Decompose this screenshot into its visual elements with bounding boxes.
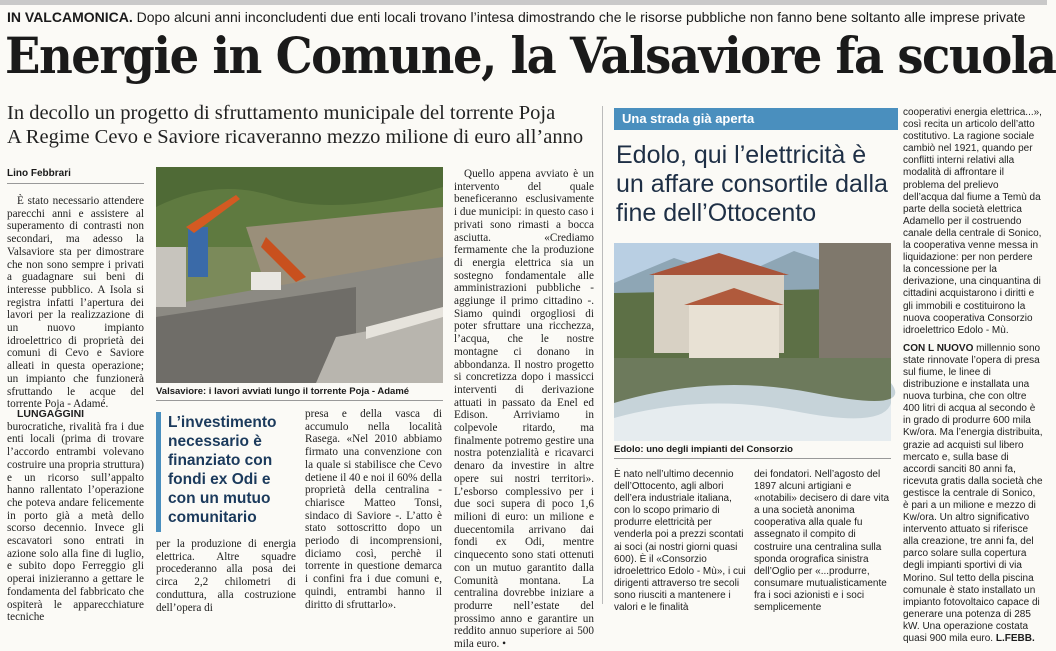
sidebar-col-a: È nato nell’ultimo decennio dell’Ottocento, agli albori dell’era industriale italiana, con lo scopo primario di produrre elettricità per venderla poi a prezzi scontati ai soci (ai nostri giorni quasi 600). È il «Consorzio idroelettrico Edolo - Mù», i cui dirigenti attraverso tre secoli sono riusciti a mantenere i valori e le finalità: [614, 469, 746, 614]
photo-valsaviore-image: [156, 167, 443, 383]
article-col1-top: È stato necessario attendere parecchi anni e assistere al superamento di contrasti non secondari, ma adesso la Valsaviore sta per dimostrare che non sono sempre i privati a guadagnare sui beni di interesse pubblico. A Isola si registra infatti l’apertura dei lavori per la realizzazione di un nuovo impianto idroelettrico di proprietà dei comuni di Cevo e Saviore alleati in questa operazione; un impianto che funzionerà sfruttando le acque del torrente Poja - Adamé.: [7, 195, 144, 411]
photo1-caption: Valsaviore: i lavori avviati lungo il torrente Poja - Adamé: [156, 386, 410, 397]
sidebar-divider: [602, 106, 603, 604]
lead-lungaggini: LUNGAGGINI: [17, 408, 85, 420]
byline: Lino Febbrari: [7, 168, 71, 179]
article-col4: Quello appena avviato è un intervento del quale beneficeranno esclusivamente i due municipi: in questo caso i privati sono rimasti a bocca asciutta. «Crediamo fermamente che la produzione di energia elettrica sia un sostegno fondamentale alle amministrazioni pubbliche - aggiunge il primo cittadino -. Siamo quindi orgogliosi di poter sfruttare una ricchezza, l’acqua, che le nostre montagne ci donano in abbondanza. Il nostro progetto si concretizza dopo i massicci interventi di derivazione attuati in passato da Enel ed Edison. Arriviamo in colpevole ritardo, ma finalmente potremo gestire una nostra potenzialità e ricavarci denaro da investire in altre opere sui nostri territori». L’esborso complessivo per i due soci supera di poco 1,6 milioni di euro: un milione e duecentomila arrivano dai fondi ex Odi, mentre cinquecento sono stati ottenuti con un mutuo garantito dalla Comunità montana. La centralina dovrebbe iniziare a produrre nell’estate del prossimo anno e garantire un reddito annuo superiore ai 500 mila euro. •: [454, 168, 594, 651]
photo-valsaviore-works: [156, 167, 443, 383]
subhead-2: A Regime Cevo e Saviore ricaveranno mezzo milione di euro all’anno: [7, 126, 584, 148]
photo-edolo-plant: [614, 243, 891, 441]
kicker: [7, 9, 1042, 26]
photo-edolo-image: [614, 243, 891, 441]
article-col1-bottom: LUNGAGGINI burocratiche, rivalità fra i due enti locali (prima di trovare l’accordo entrambi volevano costruire una propria struttura) e un ricorso sull’appalto hanno rallentato l’operazione che poteva andare felicemente in porto già a metà dello scorso decennio. Invece gli escavatori sono entrati in azione solo alla fine di luglio, e subito dopo Ferreggio gli operai inizieranno a gettare le fondamenta del fabbricato che ospiterà le apparecchiature tecniche: [7, 408, 144, 624]
sidebar-title: Edolo, qui l’elettricità è un affare consortile dalla fine dell’Ottocento: [616, 141, 888, 227]
pull-quote: L’investimento necessario è finanziato con fondi ex Odi e con un mutuo comunitario: [168, 414, 277, 526]
sidebar-tag: Una strada già aperta: [614, 108, 898, 130]
author-sign: L.FEBB.: [995, 633, 1035, 645]
photo2-caption: Edolo: uno degli impianti del Consorzio: [614, 444, 793, 455]
headline: Energie in Comune, la Valsaviore fa scuola: [5, 26, 1056, 85]
kicker-tag: IN VALCAMONICA.: [7, 9, 133, 25]
article-col2-bottom: per la produzione di energia elettrica. Altre squadre procederanno alla posa dei circa 2,2 chilometri di conduttura, alla costruzione dell’opera di: [156, 538, 296, 614]
article-col3-bottom: presa e della vasca di accumulo nella località Rasega. «Nel 2010 abbiamo firmato una convenzione con la quale si stabilisce che Cevo detiene il 40 e noi il 60% della proprietà della centralina - chiarisce Matteo Tonsi, sindaco di Saviore -. L’atto è stato sottoscritto dopo un periodo di incomprensioni, diciamo così, perchè il torrente in questione demarca i confini fra i due comuni e, quindi, entrambi hanno il diritto di sfruttarlo».: [305, 408, 443, 611]
sidebar-col-c: cooperativi energia elettrica...», così recita un articolo dell’atto costitutivo. La ragione sociale cambiò nel 1921, quando per conflitti interni relativi alla modalità di affrontare il problema del prelievo dell’acqua dal fiume a Temù da parte della società elettrica Adamello per il costruendo canale della centrale di Sonico, la cooperativa venne messa in liquidazione: per non perdere la concessione per la derivazione, una cinquantina di cittadini acquistarono i diritti e gli immobili e costituirono la nuova cooperativa Consorzio idroelettrico Edolo - Mù. CON L NUOVO millennio sono state rinnovate l’opera di presa sul fiume, le linee di distribuzione e installata una nuova turbina, che con oltre 400 litri di acqua al secondo è in grado di produrre 600 mila Kw/ora. Ma l’energia distribuita, grazie ad acquisti sul libero mercato e, sulla base di accordi sanciti 80 anni fa, ricevuta gratis dalla società che gestisce la centrale di Sonico, è pari a un milione e mezzo di Kw/ora. Un altro significativo intervento attuato si riferisce alla creazione, tre anni fa, del parco solare sulla copertura degli impianti sportivi di via Morino. Sul tetto della piscina comunale è stato installato un impianto fotovoltaico capace di generare una potenza di 285 kW. Una operazione costata quasi 900 mila euro. L.FEBB.: [903, 107, 1043, 645]
subhead-1: In decollo un progetto di sfruttamento municipale del torrente Poja: [7, 102, 556, 124]
lead-con-il-nuovo: CON L NUOVO: [903, 342, 974, 354]
sidebar-col-b: dei fondatori. Nell’agosto del 1897 alcuni artigiani e «notabili» decisero di dare vita a una società anonima cooperativa alla quale fu assegnato il compito di costruire una centralina sulla sponda orografica sinistra dell’Oglio per «...produrre, consumare mutualisticamente fra i soci azionisti e i soci semplicemente: [754, 469, 890, 614]
byline-rule: [7, 183, 144, 184]
top-rule: [0, 0, 1047, 5]
quote-bar: [156, 412, 161, 532]
kicker-text: Dopo alcuni anni inconcludenti due enti locali trovano l’intesa dimostrando che le risorse pubbliche non fanno bene soltanto alle imprese private: [132, 9, 1026, 25]
caption2-rule: [614, 458, 891, 459]
caption-rule: [156, 400, 443, 401]
